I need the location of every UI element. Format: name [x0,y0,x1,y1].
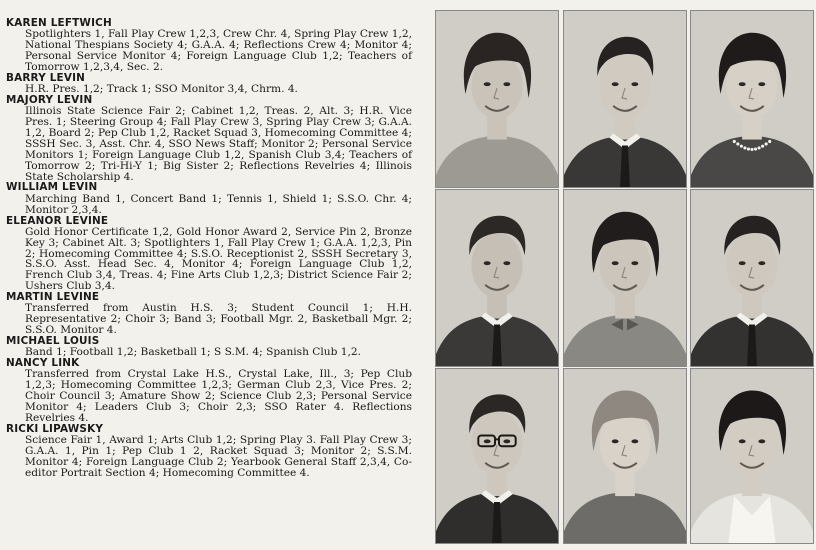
bio-entry [6,336,412,358]
student-portrait [690,368,814,544]
student-portrait [435,368,559,544]
student-activities: Spotlighters 1, Fall Play Crew 1,2,3, Crew Chr. 4, Spring Play Crew 1,2, National Thespians Society 4; G.A.A. 4; Reflections Crew 4; Monitor 4; Personal Service Monitor 4; Foreign Language Club 1,2; Teachers of Tomorrow 1,2,3,4, Sec. 2. [25,28,412,73]
student-name: WILLIAM LEVIN [6,181,98,194]
student-portrait [563,10,687,188]
bio-entry [6,95,412,183]
student-portrait [563,189,687,367]
student-portrait [435,189,559,367]
bio-entry [6,292,412,336]
portrait-silhouette [436,190,558,366]
portrait-silhouette [691,369,813,543]
student-name: NANCY LINK [6,357,80,370]
student-activities: Gold Honor Certificate 1,2, Gold Honor Award 2, Service Pin 2, Bronze Key 3; Cabinet Alt. 3; Spotlighters 1, Fall Play Crew 1; G.A.A. 1,2,3, Pin 2; Homecoming Committee 4; S.S.O. Receptionist 2, SSSH Secretary 3, S.S.O. Asst. Head Sec. 4, Monitor 4; Foreign Language Club 1,2, French Club 3,4, Treas. 4; Fine Arts Club 1,2,3; District Science Fair 2; Ushers Club 3,4. [25,225,412,293]
portrait-silhouette [691,11,813,187]
portrait-silhouette [564,11,686,187]
bio-entry [6,424,412,479]
student-activities: Marching Band 1, Concert Band 1; Tennis 1, Shield 1; S.S.O. Chr. 4; Monitor 2,3,4. [25,192,412,216]
bio-entry [6,182,412,215]
student-activities: Band 1; Football 1,2; Basketball 1; S S.M. 4; Spanish Club 1,2. [25,346,361,359]
student-name: BARRY LEVIN [6,71,86,84]
student-activities: Science Fair 1, Award 1; Arts Club 1,2; Spring Play 3. Fall Play Crew 3; G.A.A. 1, Pin 1; Pep Club 1 2, Racket Squad 3; Monitor 2; S.S.M. Monitor 4; Foreign Language Club 2; Yearbook General Staff 2,3,4, Co-editor Portrait Section 4; Homecoming Committee 4. [25,434,412,479]
portrait-silhouette [691,190,813,366]
student-name: ELEANOR LEVINE [6,214,109,227]
student-portrait [690,10,814,188]
portrait-silhouette [436,369,558,543]
bio-entry [6,73,412,95]
student-name: MICHAEL LOUIS [6,335,100,348]
student-name: KAREN LEFTWICH [6,17,112,29]
student-portrait [690,189,814,367]
student-activities: H.R. Pres. 1,2; Track 1; SSO Monitor 3,4, Chrm. 4. [25,83,298,96]
student-name: MARTIN LEVINE [6,291,100,304]
student-portrait [563,368,687,544]
student-activities: Transferred from Crystal Lake H.S., Crystal Lake, Ill., 3; Pep Club 1,2,3; Homecoming Committee 1,2,3; German Club 2,3, Vice Pres. 2; Choir Council 3; Amature Show 2; Science Club 2,3; Personal Service Monitor 4; Leaders Club 3; Choir 2,3; SSO Rater 4. Reflections Revelries 4. [25,368,412,424]
portrait-silhouette [436,11,558,187]
bio-entry [6,216,412,293]
student-activities: Transferred from Austin H.S. 3; Student Council 1; H.H. Representative 2; Choir 3; Band 3; Football Mgr. 2, Basketball Mgr. 2; S.S.O. Monitor 4. [25,302,412,337]
portrait-silhouette [564,190,686,366]
senior-bio-list [6,18,412,479]
student-name: MAJORY LEVIN [6,93,93,106]
bio-entry [6,358,412,424]
student-name: RICKI LIPAWSKY [6,422,104,435]
portrait-silhouette [564,369,686,543]
portrait-grid [433,6,813,546]
student-activities: Illinois State Science Fair 2; Cabinet 1,2, Treas. 2, Alt. 3; H.R. Vice Pres. 1; Steering Group 4; Fall Play Crew 3, Spring Play Crew 3; G.A.A. 1,2, Board 2; Pep Club 1,2, Racket Squad 3, Homecoming Committee 4; SSSH Sec. 3, Asst. Chr. 4, SSO News Staff; Monitor 2; Personal Service Monitors 1; Foreign Language Club 1,2, Spanish Club 3,4; Teachers of Tomorrow 2; Tri-Hi-Y 1; Big Sister 2; Reflections Revelries 4; Illinois State Scholarship 4. [25,105,412,183]
bio-entry [6,18,412,73]
student-portrait [435,10,559,188]
